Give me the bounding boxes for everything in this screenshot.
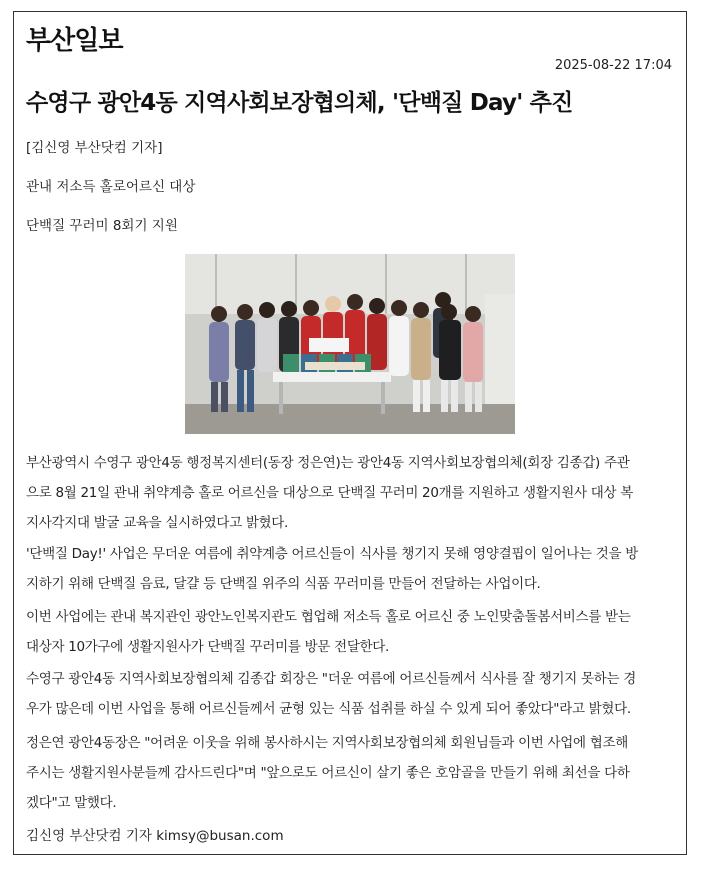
- article-byline: [김신영 부산닷컴 기자]: [26, 140, 163, 156]
- paragraph-line: '단백질 Day!' 사업은 무더운 여름에 취약계층 어르신들이 식사를 챙기지 못해 영양결핍이 일어나는 것을 방: [26, 546, 638, 562]
- article-paragraph-1: [26, 448, 676, 538]
- article-headline: 수영구 광안4동 지역사회보장협의체, '단백질 Day' 추진: [26, 90, 573, 116]
- paragraph-line: 부산광역시 수영구 광안4동 행정복지센터(동장 정은연)는 광안4동 지역사회보장협의체(회장 김종갑) 주관: [26, 455, 630, 471]
- article-signature: 김신영 부산닷컴 기자 kimsy@busan.com: [26, 828, 284, 844]
- paragraph-line: 지하기 위해 단백질 음료, 달걀 등 단백질 위주의 식품 꾸러미를 만들어 전달하는 사업이다.: [26, 576, 541, 592]
- masthead-brand[interactable]: 부산일보: [26, 26, 123, 56]
- paragraph-line: 정은연 광안4동장은 "어려운 이웃을 위해 봉사하시는 지역사회보장협의체 회원님들과 이번 사업에 협조해: [26, 735, 628, 751]
- article-photo: [185, 254, 515, 434]
- article-paragraph-2: [26, 539, 676, 599]
- paragraph-line: 대상자 10가구에 생활지원사가 단백질 꾸러미를 방문 전달한다.: [26, 639, 390, 655]
- paragraph-line: 지사각지대 발굴 교육을 실시하였다고 밝혔다.: [26, 515, 289, 531]
- paragraph-line: 으로 8월 21일 관내 취약계층 홀로 어르신을 대상으로 단백질 꾸러미 20개를 지원하고 생활지원사 대상 복: [26, 485, 633, 501]
- article-paragraph-3: [26, 602, 676, 662]
- paragraph-line: 우가 많은데 이번 사업을 통해 어르신들께서 균형 있는 식품 섭취를 하실 수 있게 되어 좋았다"라고 밝혔다.: [26, 701, 631, 717]
- group-photo-icon: [185, 254, 515, 434]
- paragraph-line: 수영구 광안4동 지역사회보장협의체 김종갑 회장은 "더운 여름에 어르신들께서 식사를 잘 챙기지 못하는 경: [26, 671, 636, 687]
- article-paragraph-5: [26, 728, 676, 818]
- article-subhead-2: 단백질 꾸러미 8회기 지원: [26, 218, 178, 234]
- article-datetime: 2025-08-22 17:04: [554, 58, 672, 73]
- paragraph-line: 겠다"고 말했다.: [26, 795, 117, 811]
- article-subhead-1: 관내 저소득 홀로어르신 대상: [26, 179, 196, 195]
- article-paragraph-4: [26, 664, 676, 724]
- paragraph-line: 이번 사업에는 관내 복지관인 광안노인복지관도 협업해 저소득 홀로 어르신 중 노인맞춤돌봄서비스를 받는: [26, 609, 631, 625]
- paragraph-line: 주시는 생활지원사분들께 감사드린다"며 "앞으로도 어르신이 살기 좋은 호암골을 만들기 위해 최선을 다하: [26, 765, 630, 781]
- article-frame: [13, 11, 687, 855]
